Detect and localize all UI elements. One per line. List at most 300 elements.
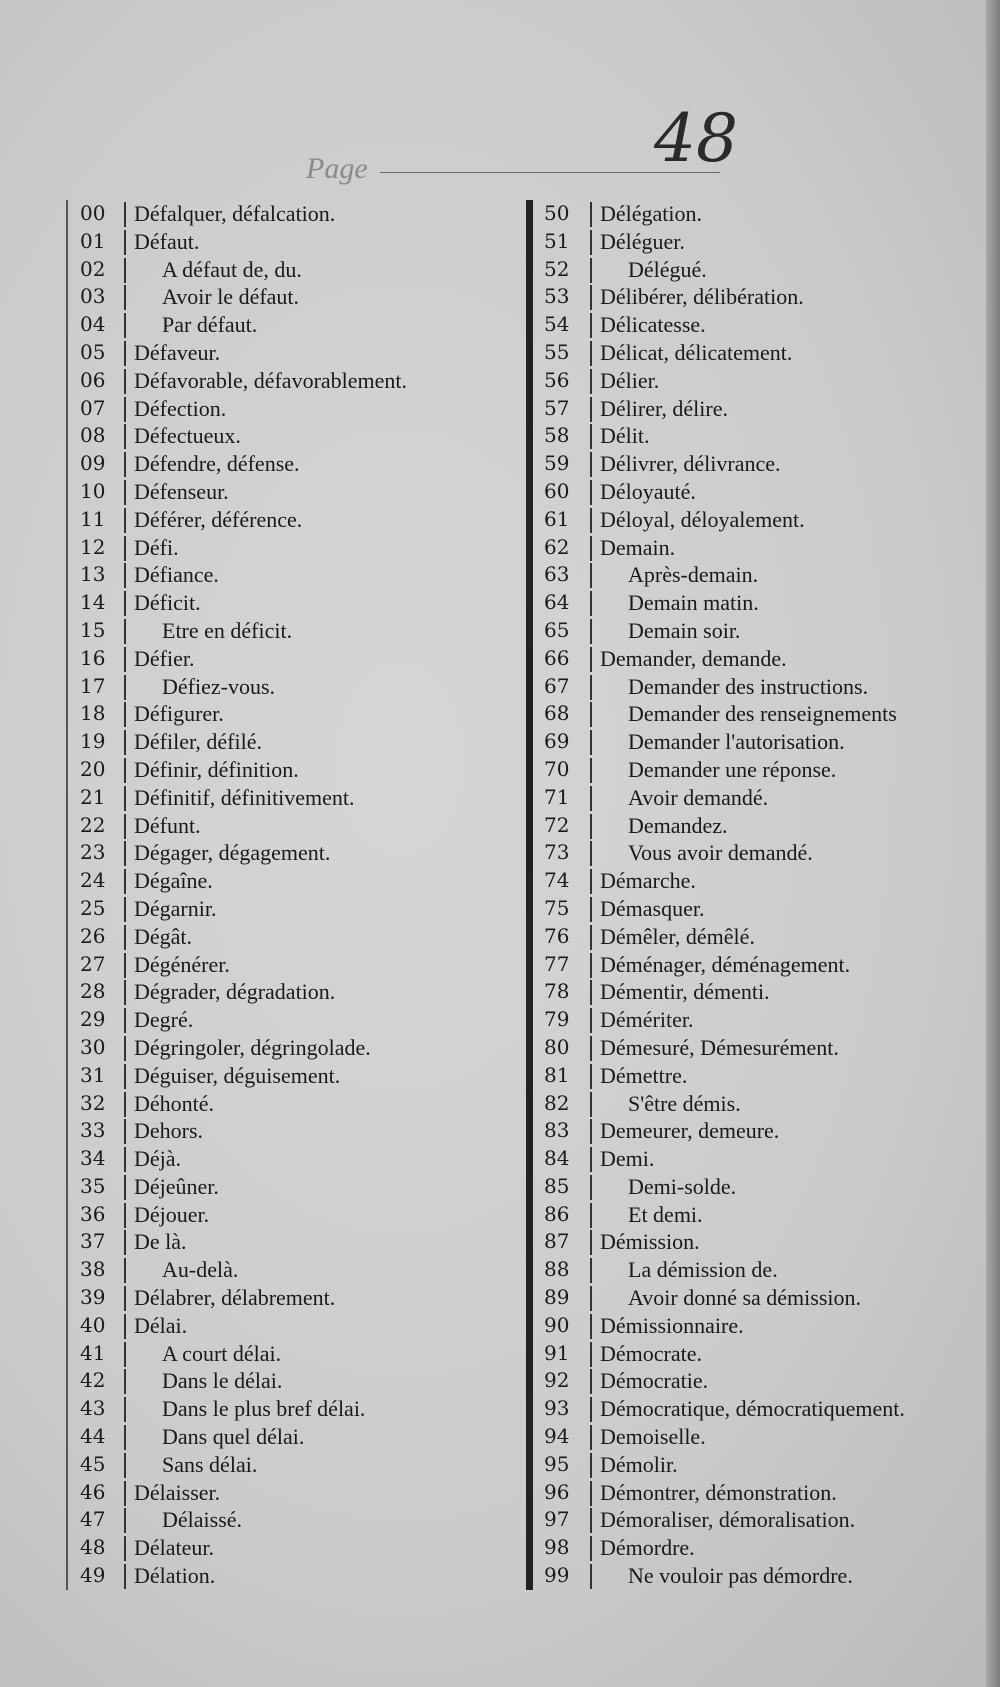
entry-separator	[590, 258, 592, 283]
entry-row	[520, 812, 970, 840]
entry-separator	[590, 230, 592, 255]
entry-number: 56	[544, 367, 570, 392]
entry-separator	[590, 1536, 592, 1561]
entry-separator	[124, 647, 126, 672]
entry-number: 49	[80, 1563, 106, 1588]
entry-term: Délégué.	[628, 256, 707, 282]
entry-separator	[124, 1119, 126, 1144]
entry-separator	[590, 675, 592, 700]
entry-term: Démesuré, Démesurément.	[600, 1034, 839, 1060]
entry-separator	[124, 1230, 126, 1255]
entry-term: Demain matin.	[628, 590, 759, 616]
entry-row	[66, 395, 506, 423]
entry-row	[520, 1423, 970, 1451]
entry-number: 95	[544, 1451, 570, 1476]
entry-number: 72	[544, 812, 570, 837]
entry-term: A défaut de, du.	[162, 256, 302, 282]
entry-number: 16	[80, 645, 106, 670]
entry-separator	[124, 258, 126, 283]
entry-term: Déférer, déférence.	[134, 506, 303, 532]
entry-row	[520, 1145, 970, 1173]
entry-separator	[590, 897, 592, 922]
entry-separator	[124, 1481, 126, 1506]
entry-term: Délivrer, délivrance.	[600, 451, 781, 477]
entry-row	[66, 450, 506, 478]
entry-term: Dégringoler, dégringolade.	[134, 1034, 371, 1060]
entry-row	[66, 895, 506, 923]
entry-separator	[590, 786, 592, 811]
entry-number: 14	[80, 590, 106, 615]
entry-separator	[590, 369, 592, 394]
entry-row	[520, 534, 970, 562]
entry-separator	[124, 1425, 126, 1450]
entry-term: Déficit.	[134, 590, 201, 616]
entry-separator	[590, 1230, 592, 1255]
entry-number: 70	[544, 756, 570, 781]
entry-number: 99	[544, 1563, 570, 1588]
entry-number: 48	[80, 1535, 106, 1560]
entry-row	[520, 1284, 970, 1312]
entry-number: 60	[544, 478, 570, 503]
entry-number: 57	[544, 395, 570, 420]
entry-row	[66, 1479, 506, 1507]
entry-number: 96	[544, 1479, 570, 1504]
entry-row	[66, 1562, 506, 1590]
entry-term: Avoir demandé.	[628, 784, 769, 810]
entry-separator	[124, 1453, 126, 1478]
entry-term: Démission.	[600, 1229, 700, 1255]
entry-separator	[124, 1147, 126, 1172]
entry-number: 50	[544, 201, 570, 225]
entry-separator	[124, 1008, 126, 1033]
entry-term: Délier.	[600, 367, 660, 393]
entry-number: 19	[80, 729, 106, 754]
entry-row	[66, 200, 506, 228]
entry-row	[520, 784, 970, 812]
entry-number: 31	[80, 1062, 106, 1087]
entry-separator	[124, 397, 126, 422]
entry-row	[520, 200, 970, 228]
entry-separator	[590, 953, 592, 978]
entry-separator	[124, 702, 126, 727]
entry-separator	[124, 814, 126, 839]
entry-separator	[590, 452, 592, 477]
entry-term: Par défaut.	[162, 312, 258, 338]
entry-term: Degré.	[134, 1007, 194, 1033]
entry-term: Dégager, dégagement.	[134, 840, 331, 866]
entry-separator	[124, 1564, 126, 1589]
entry-number: 87	[544, 1229, 570, 1254]
entry-term: Délégation.	[600, 201, 703, 226]
entry-separator	[590, 1508, 592, 1533]
entry-separator	[124, 1092, 126, 1117]
entry-row	[520, 256, 970, 284]
entry-row	[66, 839, 506, 867]
entry-term: Défi.	[134, 534, 179, 560]
entry-row	[520, 422, 970, 450]
entry-term: Démériter.	[600, 1007, 694, 1033]
entry-number: 00	[80, 201, 106, 225]
entry-separator	[590, 1258, 592, 1283]
entry-number: 63	[544, 562, 570, 587]
entry-number: 80	[544, 1034, 570, 1059]
entry-row	[66, 1395, 506, 1423]
entry-separator	[124, 1342, 126, 1367]
entry-number: 86	[544, 1201, 570, 1226]
entry-number: 46	[80, 1479, 106, 1504]
entry-number: 91	[544, 1340, 570, 1365]
entry-row	[66, 589, 506, 617]
entry-row	[520, 1201, 970, 1229]
entry-row	[520, 728, 970, 756]
entry-number: 30	[80, 1034, 106, 1059]
entry-number: 26	[80, 923, 106, 948]
entry-number: 06	[80, 367, 106, 392]
entry-number: 89	[544, 1285, 570, 1310]
entry-term: Demi.	[600, 1146, 655, 1172]
entry-separator	[590, 1453, 592, 1478]
entry-separator	[124, 536, 126, 561]
entry-row	[520, 1006, 970, 1034]
entry-separator	[590, 1397, 592, 1422]
entry-separator	[590, 841, 592, 866]
entry-separator	[124, 230, 126, 255]
entry-term: Au-delà.	[162, 1257, 239, 1283]
entry-term: Défiez-vous.	[162, 673, 276, 699]
entry-row	[66, 1145, 506, 1173]
entry-number: 73	[544, 840, 570, 865]
entry-separator	[124, 786, 126, 811]
entry-row	[66, 1256, 506, 1284]
entry-separator	[124, 758, 126, 783]
entry-row	[66, 867, 506, 895]
entry-number: 81	[544, 1062, 570, 1087]
entry-separator	[590, 702, 592, 727]
entry-number: 92	[544, 1368, 570, 1393]
entry-number: 78	[544, 979, 570, 1004]
entry-separator	[124, 424, 126, 449]
entry-number: 94	[544, 1424, 570, 1449]
entry-row	[520, 283, 970, 311]
entry-separator	[124, 1314, 126, 1339]
entry-row	[520, 450, 970, 478]
entry-row	[66, 1312, 506, 1340]
entry-number: 11	[80, 506, 106, 531]
entry-number: 38	[80, 1257, 106, 1282]
entry-separator	[124, 1286, 126, 1311]
entry-number: 27	[80, 951, 106, 976]
entry-row	[520, 395, 970, 423]
entry-term: Démoraliser, démoralisation.	[600, 1507, 856, 1533]
entry-term: Délation.	[134, 1563, 216, 1589]
entry-term: S'être démis.	[628, 1090, 741, 1116]
entry-number: 55	[544, 339, 570, 364]
entry-row	[520, 673, 970, 701]
entry-term: Déménager, déménagement.	[600, 951, 851, 977]
entry-separator	[124, 369, 126, 394]
entry-term: Dehors.	[134, 1118, 204, 1144]
entry-separator	[124, 508, 126, 533]
entry-separator	[590, 397, 592, 422]
entry-term: Dégaîne.	[134, 868, 213, 894]
entry-term: Défalquer, défalcation.	[134, 201, 336, 226]
entry-separator	[590, 1425, 592, 1450]
entry-separator	[590, 758, 592, 783]
entry-term: Demain soir.	[628, 617, 741, 643]
entry-separator	[590, 925, 592, 950]
entry-row	[66, 1173, 506, 1201]
entry-term: Dégarnir.	[134, 895, 217, 921]
entry-separator	[124, 953, 126, 978]
entry-term: Démissionnaire.	[600, 1312, 744, 1338]
entry-term: Démocratie.	[600, 1368, 709, 1394]
entry-separator	[590, 1564, 592, 1589]
entry-separator	[124, 619, 126, 644]
entry-term: Défaut.	[134, 228, 200, 254]
entry-row	[66, 1062, 506, 1090]
entry-separator	[590, 313, 592, 338]
entry-row	[66, 478, 506, 506]
entry-number: 41	[80, 1340, 106, 1365]
entry-row	[66, 1117, 506, 1145]
entry-row	[520, 589, 970, 617]
entry-term: Délibérer, délibération.	[600, 284, 804, 310]
entry-number: 18	[80, 701, 106, 726]
entry-separator	[590, 1036, 592, 1061]
entry-row	[66, 1201, 506, 1229]
entry-number: 39	[80, 1285, 106, 1310]
entry-term: La démission de.	[628, 1257, 778, 1283]
entry-term: Défaveur.	[134, 339, 221, 365]
entry-term: Délai.	[134, 1312, 188, 1338]
entry-number: 32	[80, 1090, 106, 1115]
entry-row	[520, 1034, 970, 1062]
entry-number: 10	[80, 478, 106, 503]
entry-separator	[590, 1203, 592, 1228]
entry-row	[520, 951, 970, 979]
entry-row	[520, 1479, 970, 1507]
entry-row	[66, 728, 506, 756]
entry-term: Défavorable, défavorablement.	[134, 367, 408, 393]
entry-row	[520, 506, 970, 534]
entry-row	[520, 1117, 970, 1145]
entry-term: Délabrer, délabrement.	[134, 1285, 336, 1311]
entry-number: 20	[80, 756, 106, 781]
entry-number: 59	[544, 451, 570, 476]
entry-term: Délicatesse.	[600, 312, 706, 338]
entry-row	[66, 1228, 506, 1256]
entry-number: 51	[544, 228, 570, 253]
entry-separator	[124, 1369, 126, 1394]
entry-term: Sans délai.	[162, 1451, 258, 1477]
entry-number: 02	[80, 256, 106, 281]
entry-separator	[590, 1147, 592, 1172]
entry-term: Demandez.	[628, 812, 728, 838]
entry-term: Délit.	[600, 423, 650, 449]
entry-row	[520, 1562, 970, 1590]
entry-row	[520, 867, 970, 895]
entry-term: A court délai.	[162, 1340, 282, 1366]
entry-number: 88	[544, 1257, 570, 1282]
entry-row	[66, 700, 506, 728]
entry-row	[520, 617, 970, 645]
entry-separator	[124, 1036, 126, 1061]
entry-separator	[590, 536, 592, 561]
entry-number: 07	[80, 395, 106, 420]
entry-row	[66, 784, 506, 812]
entry-number: 54	[544, 312, 570, 337]
entry-term: Demoiselle.	[600, 1424, 706, 1450]
entry-term: Démasquer.	[600, 895, 705, 921]
entry-term: Et demi.	[628, 1201, 703, 1227]
entry-separator	[124, 452, 126, 477]
entry-row	[520, 1062, 970, 1090]
entry-row	[520, 923, 970, 951]
entry-separator	[124, 480, 126, 505]
entry-number: 47	[80, 1507, 106, 1532]
entry-number: 12	[80, 534, 106, 559]
entry-term: Démentir, démenti.	[600, 979, 770, 1005]
entry-term: Demander des renseignements	[628, 701, 897, 727]
entry-separator	[124, 841, 126, 866]
entry-row	[66, 812, 506, 840]
entry-term: De là.	[134, 1229, 187, 1255]
entry-separator	[124, 1397, 126, 1422]
entry-number: 04	[80, 312, 106, 337]
entry-separator	[124, 675, 126, 700]
entry-term: Demi-solde.	[628, 1173, 737, 1199]
entry-row	[520, 645, 970, 673]
entry-number: 37	[80, 1229, 106, 1254]
entry-separator	[124, 313, 126, 338]
entry-separator	[124, 591, 126, 616]
entry-separator	[590, 563, 592, 588]
entry-row	[66, 534, 506, 562]
entry-number: 23	[80, 840, 106, 865]
entry-separator	[124, 563, 126, 588]
entry-row	[66, 645, 506, 673]
entry-term: Déjouer.	[134, 1201, 210, 1227]
entry-term: Délirer, délire.	[600, 395, 728, 421]
entry-number: 93	[544, 1396, 570, 1421]
entry-term: Déhonté.	[134, 1090, 215, 1116]
entry-separator	[124, 1508, 126, 1533]
entry-number: 66	[544, 645, 570, 670]
entry-separator	[590, 1481, 592, 1506]
entry-term: Définitif, définitivement.	[134, 784, 355, 810]
entry-separator	[590, 1064, 592, 1089]
entry-number: 24	[80, 868, 106, 893]
entry-term: Dégrader, dégradation.	[134, 979, 336, 1005]
entry-number: 21	[80, 784, 106, 809]
entry-row	[66, 283, 506, 311]
entry-separator	[124, 980, 126, 1005]
entry-row	[520, 561, 970, 589]
entry-term: Démontrer, démonstration.	[600, 1479, 837, 1505]
entry-row	[66, 339, 506, 367]
entry-separator	[590, 1119, 592, 1144]
entry-row	[520, 311, 970, 339]
entry-row	[66, 422, 506, 450]
entry-row	[520, 1090, 970, 1118]
entry-number: 05	[80, 339, 106, 364]
entry-number: 28	[80, 979, 106, 1004]
entry-number: 40	[80, 1312, 106, 1337]
entry-term: Demander une réponse.	[628, 756, 837, 782]
entry-term: Déléguer.	[600, 228, 685, 254]
entry-term: Démarche.	[600, 868, 696, 894]
entry-number: 43	[80, 1396, 106, 1421]
entry-number: 35	[80, 1173, 106, 1198]
entry-separator	[124, 1203, 126, 1228]
entry-row	[520, 228, 970, 256]
entry-term: Démettre.	[600, 1062, 688, 1088]
entry-number: 15	[80, 617, 106, 642]
entry-number: 90	[544, 1312, 570, 1337]
entry-term: Défenseur.	[134, 478, 229, 504]
entry-term: Délaisser.	[134, 1479, 221, 1505]
entry-number: 22	[80, 812, 106, 837]
entry-number: 52	[544, 256, 570, 281]
entry-number: 25	[80, 895, 106, 920]
entry-row	[66, 256, 506, 284]
entry-row	[66, 561, 506, 589]
entry-number: 64	[544, 590, 570, 615]
entry-term: Dégât.	[134, 923, 193, 949]
entry-number: 13	[80, 562, 106, 587]
entry-number: 79	[544, 1007, 570, 1032]
entry-term: Définir, définition.	[134, 756, 299, 782]
entry-row	[66, 1034, 506, 1062]
entry-row	[520, 700, 970, 728]
entry-row	[66, 756, 506, 784]
entry-separator	[590, 647, 592, 672]
entry-row	[520, 895, 970, 923]
entry-term: Demander des instructions.	[628, 673, 869, 699]
entry-number: 82	[544, 1090, 570, 1115]
entry-separator	[124, 285, 126, 310]
entry-term: Démêler, démêlé.	[600, 923, 755, 949]
entry-separator	[124, 1175, 126, 1200]
entry-number: 85	[544, 1173, 570, 1198]
page-edge	[986, 0, 1000, 1687]
entry-term: Défunt.	[134, 812, 201, 838]
entry-term: Démocrate.	[600, 1340, 702, 1366]
entry-term: Demander l'autorisation.	[628, 729, 845, 755]
entry-term: Dégénérer.	[134, 951, 230, 977]
entry-term: Ne vouloir pas démordre.	[628, 1563, 853, 1589]
entry-number: 62	[544, 534, 570, 559]
entry-number: 76	[544, 923, 570, 948]
entry-row	[520, 1340, 970, 1368]
entry-term: Demain.	[600, 534, 676, 560]
entry-term: Déjeûner.	[134, 1173, 219, 1199]
entry-term: Déloyauté.	[600, 478, 696, 504]
entry-row	[520, 339, 970, 367]
entry-number: 77	[544, 951, 570, 976]
entry-separator	[124, 925, 126, 950]
entry-separator	[590, 1342, 592, 1367]
entry-number: 33	[80, 1118, 106, 1143]
entry-number: 44	[80, 1424, 106, 1449]
entry-number: 58	[544, 423, 570, 448]
entry-row	[66, 311, 506, 339]
entry-separator	[590, 1175, 592, 1200]
entry-row	[520, 1506, 970, 1534]
left-column	[66, 200, 506, 1590]
entry-separator	[590, 508, 592, 533]
entry-row	[66, 1367, 506, 1395]
